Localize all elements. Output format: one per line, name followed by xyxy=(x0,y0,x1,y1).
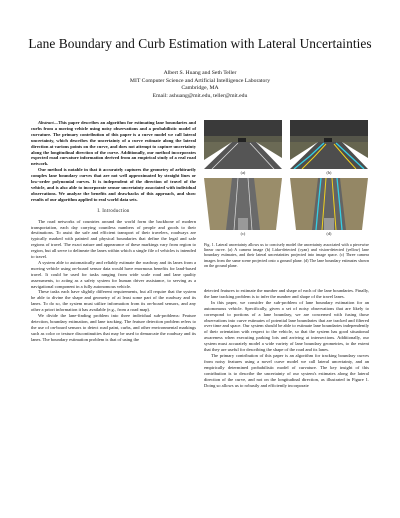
intro-paragraph-1: The road networks of countries around the world form the backbone of modern transportation, each day carrying countless numbers of people and goods to their destinations. To assist the safe and efficient transport of their travelers, roadways are typically marked with painted and physical boundaries that define the legal and safe regions of travel. The exact nature and appearance of these markings vary from region to region, but all serve to delineate the lanes within which a single file of vehicles is intended to travel. xyxy=(31,218,196,260)
column-gap xyxy=(204,268,369,288)
figure-1c-ground-projection xyxy=(204,178,282,230)
figure-1d-ground-estimates xyxy=(290,178,368,230)
abstract-paragraph-2: Our method is notable in that it accurately captures the geometry of arbitrarily complex lane boundary curves that are not well approximated by straight lines or low-order polynomial curves. It is independent of the direction of travel of the vehicle, and is also able to incorporate sensor uncertainty associated with individual observations. We analyze the benefits and drawbacks of this approach, and show results of our algorithm applied to real world data sets. xyxy=(31,167,196,202)
left-column xyxy=(31,120,196,343)
author-names: Albert S. Huang and Seth Teller xyxy=(163,70,237,76)
author-affiliation: MIT Computer Science and Artificial Intelligence Laboratory xyxy=(129,77,271,84)
author-email: Email: ashuang@mit.edu, teller@mit.edu xyxy=(152,92,248,99)
intro-paragraph-4: We divide the lane-finding problem into three individual sub-problems: Feature detection, boundary estimation, and lane tracking. The feature detection problem refers to the use of on-board sensors to detect road paint, curbs, and other environmental markings such as color or texture discontinuities that may be used to demarcate the roadway and its lanes. The boundary estimation problem is that of using the xyxy=(31,313,196,342)
abstract-text: This paper describes an algorithm for estimating lane boundaries and curbs from a moving vehicle using noisy observations and a probabilistic model of curvature. The primary contribution of this paper is a curve model we call lateral uncertainty, which describes the uncertainty of a curve estimate along the lateral direction at various points on the curve, and does not attempt to capture uncertainty along the longitudinal direction of the curve. Additionally, our method incorporates expected road curvature information derived from an empirical study of a real road network. xyxy=(31,120,196,167)
abstract-label: Abstract xyxy=(38,120,54,125)
figure-1d-caption: (d) xyxy=(326,231,332,236)
right-paragraph-2: In this paper, we consider the sub-problem of lane boundary estimation for an autonomous vehicle. Specifically, given a set of noisy observations that are likely to correspond to portions of a lane boundary, we are concerned with fusing those observations into curve estimates of potential lane boundaries that are tracked and filtered over time and space. Our system should be able to estimate lane boundaries independently of their orientation with respect to the vehicle, so that the system has good situational awareness when executing parking lots and arriving at intersections. Additionally, our system must accurately model a wide variety of lane boundary geometries, to the extent that they are useful for describing the shape of the road and its lanes. xyxy=(204,299,369,353)
paper-title: Lane Boundary and Curb Estimation with Lateral Uncertainties xyxy=(28,36,372,51)
figure-1a-caption: (a) xyxy=(240,170,246,175)
abstract: Abstract—This paper describes an algorithm for estimating lane boundaries and curbs from a moving vehicle using noisy observations and a probabilistic model of curvature. The primary contribution of this paper is a curve model we call lateral uncertainty, which describes the uncertainty of a curve estimate along the lateral direction at various points on the curve, and does not attempt to capture uncertainty along the longitudinal direction of the curve. Additionally, our method incorporates expected road curvature information derived from an empirical study of a real road network. Our method is notable in that it accurately captures the geometry of arbitrarily complex lane boundary curves that are not well approximated by straight lines or low-order polynomial curves. It is independent of the direction of travel of the vehicle, and is also able to incorporate sensor uncertainty associated with individual observations. We analyze the benefits and drawbacks of this approach, and show results of our algorithm applied to real world data sets. xyxy=(31,120,196,202)
figure-1c-caption: (c) xyxy=(240,231,246,236)
author-block xyxy=(0,70,400,100)
author-location: Cambridge, MA xyxy=(181,85,219,92)
right-paragraph-1: detected features to estimate the number and shape of each of the lane boundaries. Finally, the lane tracking problem is to infer the number and shape of the travel lanes. xyxy=(204,288,369,299)
figure-1a-camera-image xyxy=(204,120,282,169)
intro-paragraph-2: A system able to automatically and reliably estimate the roadway and its lanes from a moving vehicle using on-board sensor data would have enormous benefits for land-based travel. It could be used for tasks ranging from wide scale road and lane quality assessments, to acting as a safety system for human driver assistance, to serving as a navigational component in a fully autonomous vehicle. xyxy=(31,259,196,289)
figure-1b-caption: (b) xyxy=(326,170,332,175)
figure-1 xyxy=(204,120,369,238)
figure-1b-annotated-image xyxy=(290,120,368,169)
right-paragraph-3: The primary contribution of this paper is an algorithm for tracking boundary curves from noisy features using a novel curve model we call lateral uncertainty, and an empirically determined probabilistic model of curvature. The key insight of this contribution is to describe the uncertainty of our system's estimates along the lateral direction of the curve, and not on the longitudinal direction, as illustrated in Figure 1. Doing so allows us to robustly and efficiently incorporate xyxy=(204,352,369,388)
intro-paragraph-3: These tasks each have slightly different requirements, but all require that the system be able to divine the shape and geometry of at least some part of the roadway and its lanes. To do so, the system must utilize information from its on-board sensors, and any other a priori information it has available (e.g., from a road map). xyxy=(31,289,196,313)
figure-1-caption: Fig. 1. Lateral uncertainty allows us to concisely model the uncertainty associated with a piecewise linear curve. (a) A camera image (b) Lidar-detected (cyan) and vision-detected (yellow) lane boundary estimates, and their lateral uncertainties projected into image space. (c) Three camera images from the same scene projected onto a ground plane. (d) The lane boundary estimates shown on the ground plane. xyxy=(204,242,369,268)
section-heading-introduction: I. Introduction xyxy=(97,208,130,214)
right-column xyxy=(204,120,369,388)
